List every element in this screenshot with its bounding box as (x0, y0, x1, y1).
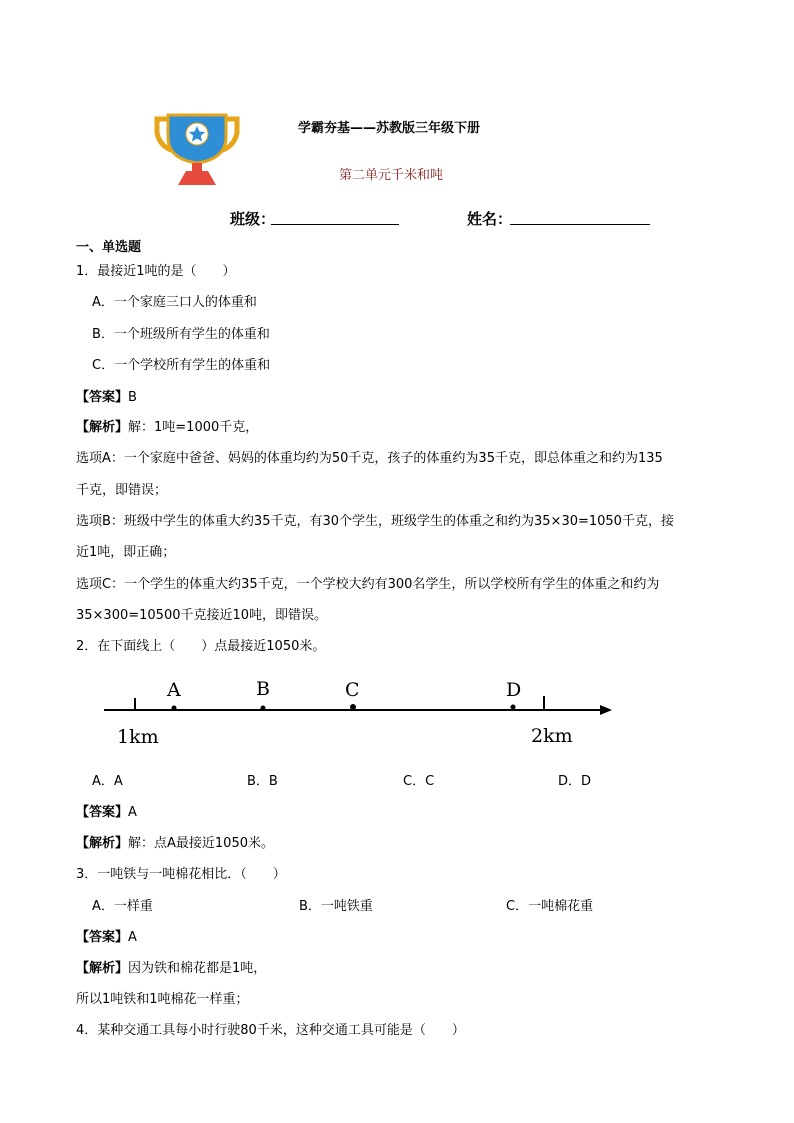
point-d (511, 705, 516, 710)
question-3-analysis (76, 957, 266, 976)
answer-tag: 【答案】 (76, 390, 129, 405)
page-title: 学霸夯基——苏教版三年级下册 (298, 121, 481, 136)
question-3-answer (76, 926, 137, 945)
section-heading: 一、单选题 (76, 240, 142, 255)
analysis-line: 千克，即错误； (76, 483, 168, 498)
analysis-line: 选项A：一个家庭中爸爸、妈妈的体重均约为50千克，孩子的体重约为35千克，即总体重之和约为135 (76, 451, 663, 466)
question-4-stem: 4．某种交通工具每小时行驶80千米，这种交通工具可能是（ ） (76, 1023, 465, 1038)
analysis-tag: 【解析】 (76, 836, 129, 851)
point-b (261, 706, 266, 711)
question-1-option-a: A．一个家庭三口人的体重和 (92, 295, 257, 310)
question-2-answer (76, 801, 137, 820)
question-2-option-d: D．D (558, 774, 592, 789)
answer-value: A (128, 805, 137, 820)
analysis-line: 选项C：一个学生的体重大约35千克，一个学校大约有300名学生，所以学校所有学生的体重之和约为 (76, 577, 660, 592)
analysis-line: 所以1吨铁和1吨棉花一样重； (76, 992, 249, 1007)
question-2-stem: 2．在下面线上（ ）点最接近1050米。 (76, 639, 326, 654)
question-2-analysis (76, 832, 274, 851)
class-field[interactable] (271, 224, 399, 225)
answer-tag: 【答案】 (76, 930, 129, 945)
question-3-option-c: C．一吨棉花重 (506, 899, 594, 914)
question-1-option-b: B．一个班级所有学生的体重和 (92, 327, 270, 342)
question-2-option-b: B．B (247, 774, 278, 789)
analysis-tag: 【解析】 (76, 961, 129, 976)
analysis-text: 因为铁和棉花都是1吨， (128, 961, 267, 976)
number-line-figure (100, 672, 620, 752)
answer-tag: 【答案】 (76, 805, 129, 820)
analysis-line: 35×300=10500千克接近10吨，即错误。 (76, 608, 328, 623)
end-label: 2km (531, 725, 573, 747)
question-3-stem: 3．一吨铁与一吨棉花相比．（ ） (76, 867, 286, 882)
question-1-option-c: C．一个学校所有学生的体重和 (92, 358, 271, 373)
arrow-head (600, 705, 612, 715)
point-c-label: C (345, 679, 360, 701)
class-label: 班级： (230, 210, 276, 228)
analysis-text: 解：点A最接近1050米。 (128, 836, 274, 851)
start-label: 1km (117, 726, 159, 748)
page-subtitle: 第二单元千米和吨 (339, 168, 444, 183)
question-3-option-a: A．一样重 (92, 899, 153, 914)
point-a-label: A (167, 679, 181, 701)
question-1-analysis (76, 416, 258, 435)
analysis-tag: 【解析】 (76, 420, 129, 435)
trophy-icon (154, 113, 240, 187)
question-3-option-b: B．一吨铁重 (299, 899, 373, 914)
point-d-label: D (506, 679, 522, 701)
point-c (350, 704, 356, 710)
point-b-label: B (256, 678, 270, 700)
question-2-option-c: C．C (403, 774, 435, 789)
question-1-stem: 1．最接近1吨的是（ ） (76, 264, 236, 279)
question-2-option-a: A．A (92, 774, 123, 789)
question-1-answer (76, 386, 137, 405)
name-label: 姓名： (467, 210, 513, 228)
analysis-line: 近1吨，即正确； (76, 545, 176, 560)
analysis-text: 解：1吨=1000千克， (128, 420, 259, 435)
point-a (172, 706, 177, 711)
name-field[interactable] (510, 224, 650, 225)
analysis-line: 选项B：班级中学生的体重大约35千克，有30个学生，班级学生的体重之和约为35×30=1050千克，接 (76, 514, 674, 529)
answer-value: B (128, 390, 137, 405)
answer-value: A (128, 930, 137, 945)
